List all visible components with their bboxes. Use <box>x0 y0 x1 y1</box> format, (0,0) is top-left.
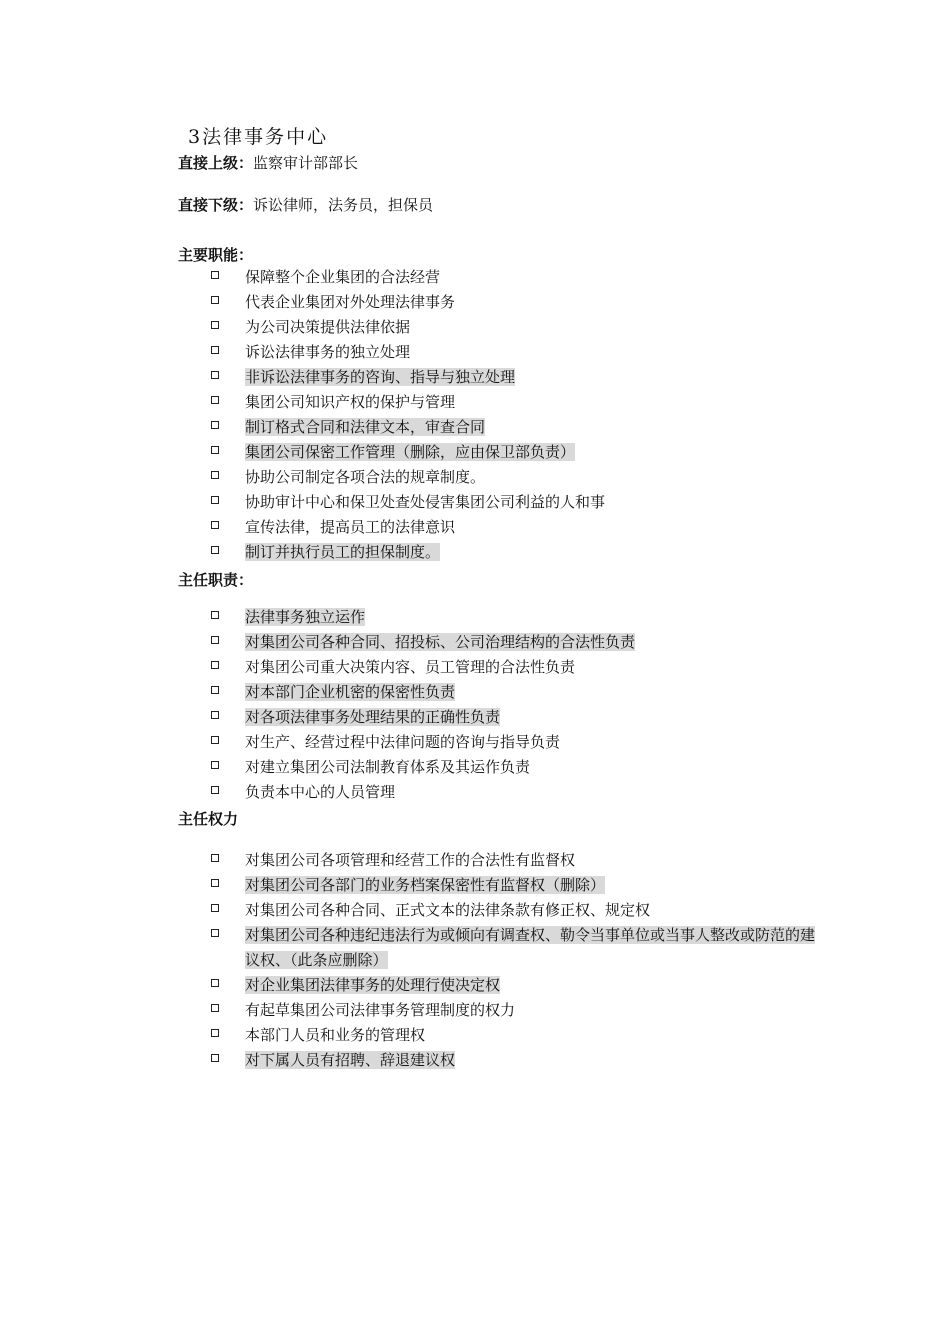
functions-item-text: 诉讼法律事务的独立处理 <box>245 343 411 361</box>
duties-item-text: 对建立集团公司法制教育体系及其运作负责 <box>245 758 531 776</box>
duties-item-text: 负责本中心的人员管理 <box>245 783 396 801</box>
square-bullet-icon <box>211 496 219 504</box>
square-bullet-icon <box>211 636 219 644</box>
square-bullet-icon <box>211 446 219 454</box>
powers-heading: 主任权力 <box>178 810 239 828</box>
duties-item-text: 对集团公司各种合同、招投标、公司治理结构的合法性负责 <box>245 633 636 651</box>
direct-superior-value: 监察审计部部长 <box>253 154 359 172</box>
square-bullet-icon <box>211 396 219 404</box>
functions-item-text: 协助审计中心和保卫处查处侵害集团公司利益的人和事 <box>245 493 606 511</box>
functions-item-text: 非诉讼法律事务的咨询、指导与独立处理 <box>245 368 516 386</box>
duties-heading: 主任职责： <box>178 571 254 589</box>
powers-item-text: 本部门人员和业务的管理权 <box>245 1026 426 1044</box>
square-bullet-icon <box>211 321 219 329</box>
square-bullet-icon <box>211 929 219 937</box>
duties-item-text: 法律事务独立运作 <box>245 608 366 626</box>
functions-item-text: 制订格式合同和法律文本，审查合同 <box>245 418 486 436</box>
duties-item-text: 对各项法律事务处理结果的正确性负责 <box>245 708 501 726</box>
square-bullet-icon <box>211 854 219 862</box>
square-bullet-icon <box>211 761 219 769</box>
section-title: 3法律事务中心 <box>188 126 329 148</box>
square-bullet-icon <box>211 736 219 744</box>
square-bullet-icon <box>211 1004 219 1012</box>
square-bullet-icon <box>211 711 219 719</box>
functions-item-text: 集团公司保密工作管理（删除，应由保卫部负责） <box>245 443 576 461</box>
duties-item-text: 对集团公司重大决策内容、员工管理的合法性负责 <box>245 658 576 676</box>
duties-item-text: 对生产、经营过程中法律问题的咨询与指导负责 <box>245 733 561 751</box>
functions-item-text: 宣传法律，提高员工的法律意识 <box>245 518 456 536</box>
powers-item-text: 对集团公司各项管理和经营工作的合法性有监督权 <box>245 851 576 869</box>
square-bullet-icon <box>211 879 219 887</box>
functions-item-text: 协助公司制定各项合法的规章制度。 <box>245 468 486 486</box>
square-bullet-icon <box>211 786 219 794</box>
square-bullet-icon <box>211 346 219 354</box>
square-bullet-icon <box>211 546 219 554</box>
functions-item-text: 制订并执行员工的担保制度。 <box>245 543 441 561</box>
direct-subordinate-line <box>178 194 433 215</box>
square-bullet-icon <box>211 611 219 619</box>
square-bullet-icon <box>211 904 219 912</box>
functions-item-text: 代表企业集团对外处理法律事务 <box>245 293 456 311</box>
square-bullet-icon <box>211 521 219 529</box>
square-bullet-icon <box>211 271 219 279</box>
functions-item-text: 保障整个企业集团的合法经营 <box>245 268 441 286</box>
square-bullet-icon <box>211 371 219 379</box>
powers-item-text: 对下属人员有招聘、辞退建议权 <box>245 1051 456 1069</box>
square-bullet-icon <box>211 296 219 304</box>
square-bullet-icon <box>211 979 219 987</box>
square-bullet-icon <box>211 686 219 694</box>
square-bullet-icon <box>211 471 219 479</box>
functions-item-text: 集团公司知识产权的保护与管理 <box>245 393 456 411</box>
direct-subordinate-label: 直接下级： <box>178 196 254 214</box>
square-bullet-icon <box>211 1054 219 1062</box>
powers-item-text: 有起草集团公司法律事务管理制度的权力 <box>245 1001 516 1019</box>
direct-superior-label: 直接上级： <box>178 154 254 172</box>
direct-superior-line <box>178 152 358 173</box>
square-bullet-icon <box>211 421 219 429</box>
powers-item-text: 对企业集团法律事务的处理行使决定权 <box>245 976 501 994</box>
functions-item-text: 为公司决策提供法律依据 <box>245 318 411 336</box>
square-bullet-icon <box>211 1029 219 1037</box>
powers-item-text: 对集团公司各种违纪违法行为或倾向有调查权、勒令当事单位或当事人整改或防范的建议权、（此条应删除） <box>245 926 816 969</box>
powers-item-text: 对集团公司各种合同、正式文本的法律条款有修正权、规定权 <box>245 901 651 919</box>
functions-heading: 主要职能： <box>178 246 254 264</box>
direct-subordinate-value: 诉讼律师，法务员，担保员 <box>253 196 434 214</box>
square-bullet-icon <box>211 661 219 669</box>
duties-item-text: 对本部门企业机密的保密性负责 <box>245 683 456 701</box>
powers-item-text: 对集团公司各部门的业务档案保密性有监督权（删除） <box>245 876 606 894</box>
